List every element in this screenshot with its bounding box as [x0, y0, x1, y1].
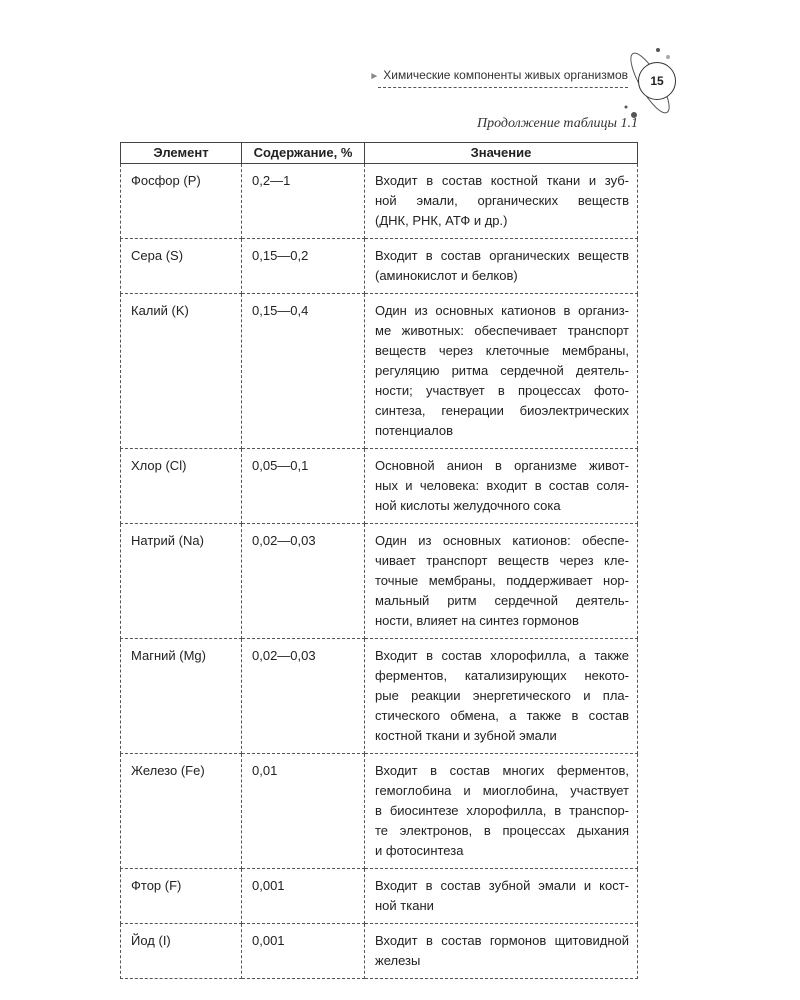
- page-number: 15: [638, 62, 676, 100]
- element-cell: Хлор (Cl): [121, 449, 242, 524]
- element-cell: Железо (Fe): [121, 754, 242, 869]
- element-cell: Фтор (F): [121, 869, 242, 924]
- meaning-line: Входит в состав зубной эмали и кост-: [375, 878, 629, 893]
- meaning-line: (ДНК, РНК, АТФ и др.): [375, 213, 508, 228]
- meaning-line: те электронов, в процессах дыхания: [375, 823, 629, 838]
- table-row: [121, 524, 638, 639]
- meaning-line: костной ткани и зубной эмали: [375, 728, 557, 743]
- meaning-line: (аминокислот и белков): [375, 268, 518, 283]
- meaning-cell: [365, 639, 638, 754]
- table-row: [121, 239, 638, 294]
- meaning-line: железы: [375, 953, 421, 968]
- meaning-line: ных и человека: входит в состав соля-: [375, 478, 629, 493]
- column-header-element: Элемент: [121, 143, 242, 164]
- table-row: [121, 294, 638, 449]
- content-cell: 0,05—0,1: [242, 449, 365, 524]
- meaning-line: ности, влияет на синтез гормонов: [375, 613, 579, 628]
- element-cell: Фосфор (P): [121, 164, 242, 239]
- content-cell: 0,15—0,4: [242, 294, 365, 449]
- triangle-arrow-icon: ►: [369, 71, 380, 82]
- meaning-line: Входит в состав многих ферментов,: [375, 763, 629, 778]
- meaning-line: Входит в состав костной ткани и зуб-: [375, 173, 629, 188]
- meaning-line: ной ткани: [375, 898, 434, 913]
- table-row: [121, 639, 638, 754]
- table-caption: Продолжение таблицы 1.1: [476, 116, 638, 131]
- meaning-line: точные мембраны, поддерживает нор-: [375, 573, 629, 588]
- column-header-content: Содержание, %: [242, 143, 365, 164]
- meaning-cell: [365, 239, 638, 294]
- header-divider: [378, 87, 628, 88]
- table-row: [121, 924, 638, 979]
- elements-table: [120, 142, 638, 979]
- element-cell: Йод (I): [121, 924, 242, 979]
- meaning-line: рые реакции энергетического и пла-: [375, 688, 629, 703]
- meaning-cell: [365, 449, 638, 524]
- content-cell: 0,02—0,03: [242, 639, 365, 754]
- meaning-line: Один из основных катионов: обеспе-: [375, 533, 629, 548]
- meaning-line: веществ через клеточные мембраны,: [375, 343, 629, 358]
- meaning-cell: [365, 924, 638, 979]
- meaning-line: ферментов, катализирующих некото-: [375, 668, 629, 683]
- meaning-line: ности; участвует в процессах фото-: [375, 383, 629, 398]
- table-row: [121, 164, 638, 239]
- meaning-line: ме животных: обеспечивает транспорт: [375, 323, 629, 338]
- element-cell: Магний (Mg): [121, 639, 242, 754]
- meaning-line: ной кислоты желудочного сока: [375, 498, 561, 513]
- meaning-line: мальный ритм сердечной деятель-: [375, 593, 629, 608]
- meaning-line: в биосинтезе хлорофилла, в транспор-: [375, 803, 629, 818]
- content-cell: 0,2—1: [242, 164, 365, 239]
- meaning-cell: [365, 524, 638, 639]
- content-cell: 0,15—0,2: [242, 239, 365, 294]
- table-row: [121, 869, 638, 924]
- meaning-line: Входит в состав гормонов щитовидной: [375, 933, 629, 948]
- element-cell: Натрий (Na): [121, 524, 242, 639]
- content-cell: 0,001: [242, 869, 365, 924]
- running-header-text: Химические компоненты живых организмов: [383, 68, 628, 82]
- table-row: [121, 754, 638, 869]
- meaning-line: Входит в состав органических веществ: [375, 248, 629, 263]
- meaning-line: чивает транспорт веществ через кле-: [375, 553, 629, 568]
- element-cell: Калий (K): [121, 294, 242, 449]
- meaning-cell: [365, 294, 638, 449]
- meaning-line: Один из основных катионов в организ-: [375, 303, 629, 318]
- meaning-cell: [365, 869, 638, 924]
- element-cell: Сера (S): [121, 239, 242, 294]
- meaning-line: синтеза, генерации биоэлектрических: [375, 403, 629, 418]
- content-cell: 0,01: [242, 754, 365, 869]
- content-cell: 0,02—0,03: [242, 524, 365, 639]
- meaning-line: Основной анион в организме живот-: [375, 458, 629, 473]
- meaning-line: потенциалов: [375, 423, 454, 438]
- column-header-meaning: Значение: [365, 143, 638, 164]
- table-row: [121, 449, 638, 524]
- content-cell: 0,001: [242, 924, 365, 979]
- meaning-line: ной эмали, органических веществ: [375, 193, 629, 208]
- meaning-line: регуляцию ритма сердечной деятель-: [375, 363, 629, 378]
- meaning-line: стического обмена, а также в состав: [375, 708, 629, 723]
- meaning-line: гемоглобина и миоглобина, участвует: [375, 783, 629, 798]
- meaning-line: и фотосинтеза: [375, 843, 464, 858]
- running-header: [369, 68, 628, 82]
- meaning-cell: [365, 164, 638, 239]
- meaning-cell: [365, 754, 638, 869]
- meaning-line: Входит в состав хлорофилла, а также: [375, 648, 629, 663]
